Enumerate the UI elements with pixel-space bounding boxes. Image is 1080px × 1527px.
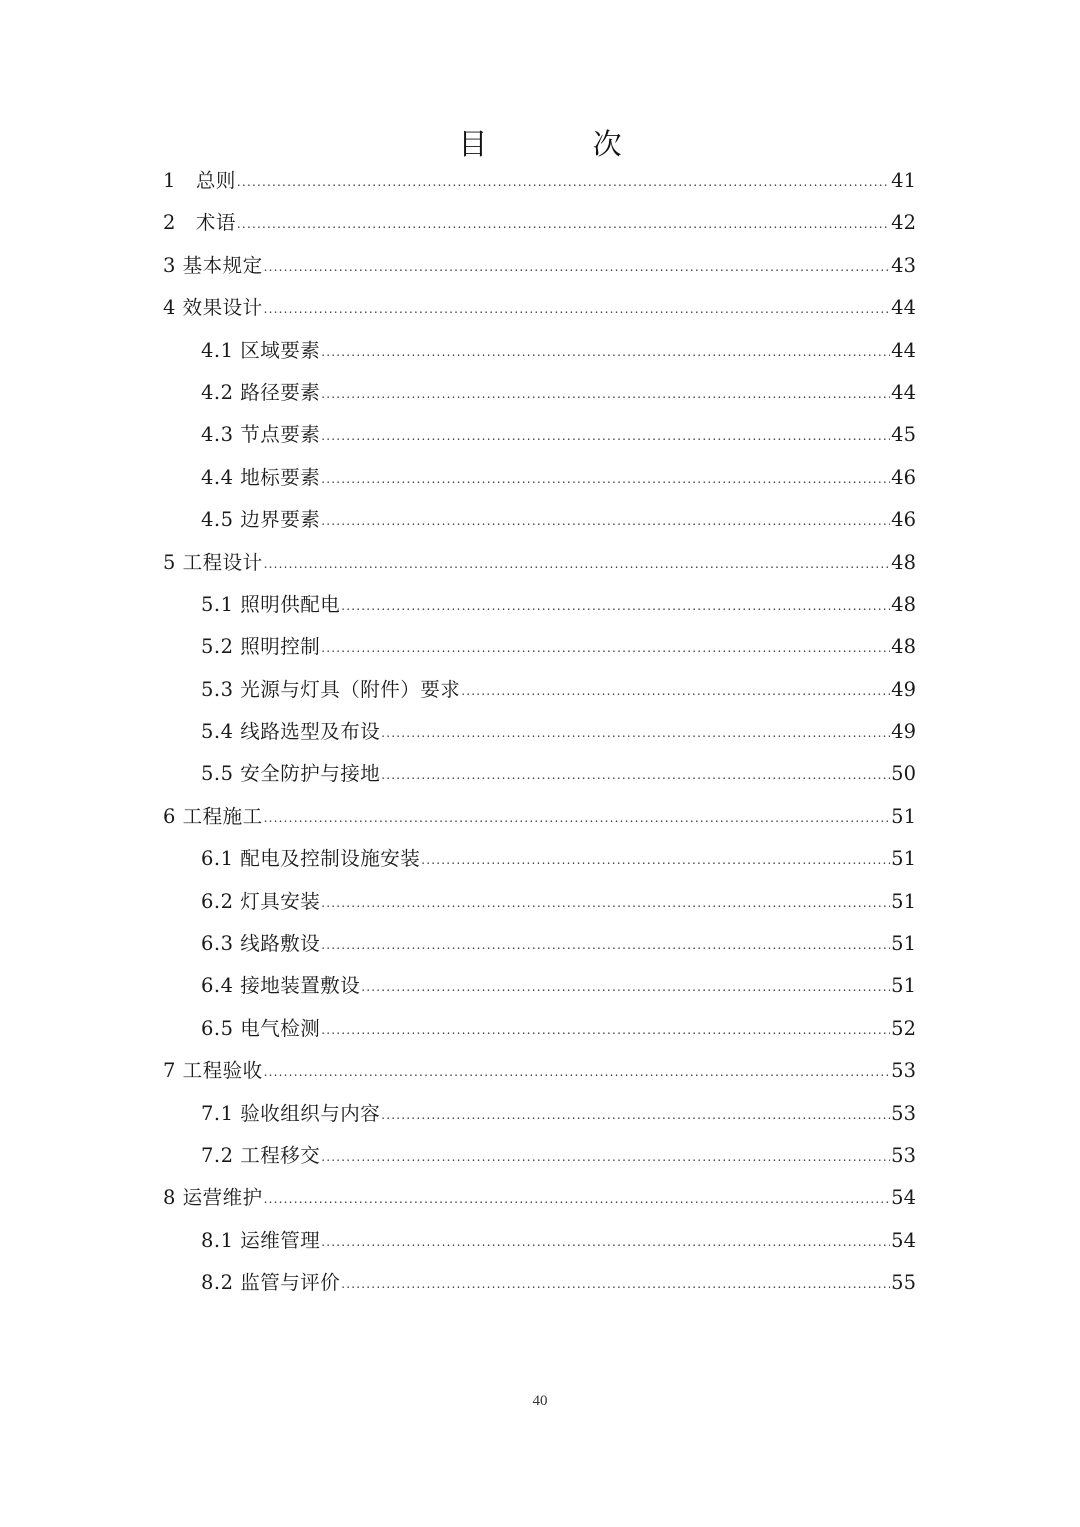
toc-dot-leader [321, 924, 890, 966]
toc-entry-label: 1 总则 [163, 169, 236, 192]
toc-subsection-entry [163, 1262, 916, 1304]
toc-entry-label: 6.2 灯具安装 [201, 889, 321, 913]
toc-entry-page: 51 [891, 974, 916, 998]
toc-dot-leader [264, 246, 891, 288]
toc-entry-label: 6.4 接地装置敷设 [201, 974, 361, 998]
toc-entry-label: 5.4 线路选型及布设 [201, 720, 381, 744]
toc-dot-leader [264, 1051, 891, 1093]
toc-entry-page: 54 [891, 1228, 916, 1252]
toc-subsection-entry [163, 1135, 916, 1177]
toc-dot-leader [321, 500, 890, 542]
toc-entry-label: 6 工程施工 [163, 804, 263, 828]
toc-dot-leader [381, 754, 890, 796]
toc-entry-label: 8.1 运维管理 [201, 1228, 321, 1252]
toc-subsection-entry [163, 330, 916, 372]
toc-subsection-entry [163, 499, 916, 541]
toc-dot-leader [237, 203, 890, 245]
toc-dot-leader [264, 1178, 891, 1220]
toc-entry-label: 4 效果设计 [163, 296, 263, 320]
toc-entry-label: 4.3 节点要素 [201, 423, 321, 447]
toc-dot-leader [381, 1094, 890, 1136]
toc-entry-page: 43 [891, 253, 916, 277]
toc-title: 目 次 [458, 127, 670, 161]
toc-entry-label: 3 基本规定 [163, 253, 263, 277]
toc-entry-label: 6.3 线路敷设 [201, 932, 321, 956]
toc-subsection-entry [163, 584, 916, 626]
toc-section-entry [163, 160, 916, 202]
toc-section-entry [163, 245, 916, 287]
toc-list [163, 160, 916, 1305]
toc-entry-page: 48 [891, 592, 916, 616]
toc-entry-label: 5.2 照明控制 [201, 635, 321, 659]
toc-subsection-entry [163, 372, 916, 414]
toc-dot-leader [361, 966, 890, 1008]
toc-entry-label: 5.1 照明供配电 [201, 592, 341, 616]
toc-entry-page: 48 [891, 550, 916, 574]
toc-dot-leader [461, 670, 890, 712]
toc-dot-leader [321, 1009, 890, 1051]
toc-dot-leader [264, 288, 891, 330]
toc-entry-label: 7.1 验收组织与内容 [201, 1101, 381, 1125]
toc-subsection-entry [163, 1008, 916, 1050]
toc-entry-page: 41 [891, 169, 916, 192]
toc-section-entry [163, 796, 916, 838]
toc-subsection-entry [163, 1093, 916, 1135]
toc-dot-leader [341, 585, 890, 627]
toc-section-entry [163, 1050, 916, 1092]
toc-subsection-entry [163, 838, 916, 880]
toc-entry-page: 53 [891, 1101, 916, 1125]
toc-dot-leader [321, 415, 890, 457]
toc-entry-page: 51 [891, 847, 916, 871]
toc-dot-leader [321, 373, 890, 415]
toc-subsection-entry [163, 457, 916, 499]
toc-dot-leader [321, 627, 890, 669]
toc-entry-page: 44 [891, 380, 916, 404]
toc-subsection-entry [163, 626, 916, 668]
toc-section-entry [163, 542, 916, 584]
toc-subsection-entry [163, 965, 916, 1007]
toc-dot-leader [321, 1136, 890, 1178]
toc-dot-leader [381, 712, 890, 754]
toc-entry-page: 51 [891, 889, 916, 913]
toc-subsection-entry [163, 753, 916, 795]
toc-entry-label: 4.2 路径要素 [201, 380, 321, 404]
toc-dot-leader [321, 882, 890, 924]
toc-dot-leader [321, 331, 890, 373]
toc-entry-page: 54 [891, 1186, 916, 1210]
toc-entry-label: 8.2 监管与评价 [201, 1271, 341, 1295]
toc-entry-page: 51 [891, 804, 916, 828]
toc-dot-leader [321, 458, 890, 500]
toc-entry-label: 5 工程设计 [163, 550, 263, 574]
toc-entry-page: 42 [891, 211, 916, 235]
toc-entry-page: 49 [891, 677, 916, 701]
toc-entry-label: 2 术语 [163, 211, 236, 235]
toc-entry-page: 51 [891, 932, 916, 956]
toc-entry-label: 4.5 边界要素 [201, 508, 321, 532]
toc-dot-leader [237, 161, 890, 203]
toc-entry-page: 45 [891, 423, 916, 447]
toc-entry-label: 7 工程验收 [163, 1059, 263, 1083]
toc-entry-page: 44 [891, 296, 916, 320]
toc-entry-page: 46 [891, 465, 916, 489]
toc-entry-label: 4.4 地标要素 [201, 465, 321, 489]
toc-subsection-entry [163, 881, 916, 923]
toc-dot-leader [321, 1221, 890, 1263]
toc-entry-page: 53 [891, 1059, 916, 1083]
toc-section-entry [163, 1177, 916, 1219]
toc-entry-page: 53 [891, 1143, 916, 1167]
toc-dot-leader [264, 797, 891, 839]
toc-section-entry [163, 202, 916, 244]
toc-subsection-entry [163, 1220, 916, 1262]
toc-entry-label: 4.1 区域要素 [201, 338, 321, 362]
toc-entry-label: 7.2 工程移交 [201, 1143, 321, 1167]
toc-entry-label: 6.5 电气检测 [201, 1016, 321, 1040]
toc-entry-label: 5.5 安全防护与接地 [201, 762, 381, 786]
toc-dot-leader [341, 1263, 890, 1305]
toc-subsection-entry [163, 414, 916, 456]
toc-dot-leader [264, 543, 891, 585]
toc-entry-page: 49 [891, 720, 916, 744]
toc-subsection-entry [163, 923, 916, 965]
toc-entry-page: 50 [891, 762, 916, 786]
toc-entry-label: 8 运营维护 [163, 1186, 263, 1210]
toc-subsection-entry [163, 711, 916, 753]
toc-entry-page: 52 [891, 1016, 916, 1040]
toc-entry-page: 44 [891, 338, 916, 362]
toc-section-entry [163, 287, 916, 329]
toc-subsection-entry [163, 669, 916, 711]
toc-entry-page: 46 [891, 508, 916, 532]
toc-entry-page: 55 [891, 1271, 916, 1295]
toc-entry-label: 6.1 配电及控制设施安装 [201, 847, 421, 871]
toc-entry-page: 48 [891, 635, 916, 659]
toc-dot-leader [421, 839, 890, 881]
toc-entry-label: 5.3 光源与灯具（附件）要求 [201, 677, 461, 701]
page-number: 40 [532, 1393, 548, 1409]
